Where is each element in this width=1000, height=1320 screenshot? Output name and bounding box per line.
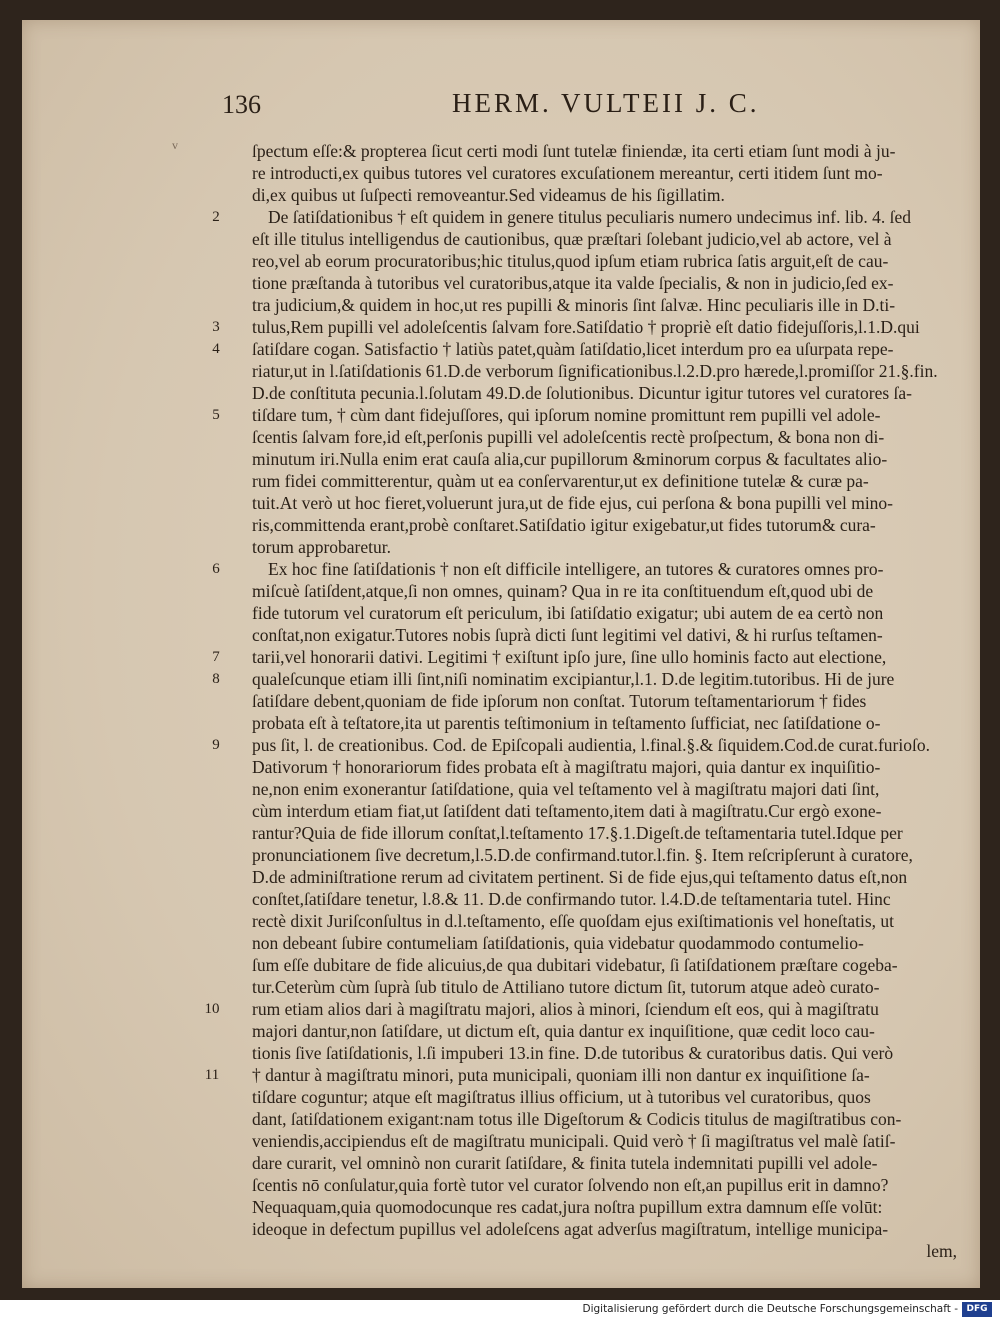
margin-number: 5 <box>212 407 220 423</box>
margin-number: 9 <box>212 737 220 753</box>
text-line: cùm interdum etiam fiat,ut ſatiſdent dati teſtamento,item dati à magiſtratu.Cur ergò exone- <box>252 801 882 821</box>
text-line: Dativorum † honorariorum fides probata eſt à magiſtratu majori, quia dantur ex inquiſitio- <box>252 757 881 777</box>
running-head <box>22 88 980 128</box>
margin-number: 4 <box>212 341 220 357</box>
text-line: rum fidei committerentur, quàm ut ea conſervarentur,ut ex definitione tutelæ & curæ pa- <box>252 471 869 491</box>
text-line: ris,committenda erant,probè conſtaret.Satiſdatio igitur exigebatur,ut fides tutorum& cura- <box>252 515 876 535</box>
text-line: conſtat,non exigatur.Tutores nobis ſuprà dicti ſunt legitimi vel dativi, & hi rurſus teſtamen- <box>252 625 883 645</box>
text-line: De ſatiſdationibus † eſt quidem in genere titulus peculiaris numero undecimus inf. lib. 4. ſed <box>268 207 911 227</box>
stray-mark: v <box>172 138 178 152</box>
text-line: rum etiam alios dari à magiſtratu majori, alios à minori, ſciendum eſt eos, qui à magiſtratu <box>252 999 879 1019</box>
text-line: tarii,vel honorarii dativi. Legitimi † exiſtunt ipſo jure, ſine ullo hominis facto aut electione, <box>252 647 887 667</box>
text-line: di,ex quibus ut ſuſpecti removeantur.Sed videamus de his ſigillatim. <box>252 185 725 205</box>
text-line: D.de adminiſtratione rerum ad civitatem pertinent. Si de fide ejus,qui teſtamento datus eſt,non <box>252 867 908 887</box>
page-number: 136 <box>222 90 261 119</box>
text-line: minutum iri.Nulla enim erat cauſa alia,cur pupillorum &minorum corpus & facultates alio- <box>252 449 888 469</box>
text-line: † dantur à magiſtratu minori, puta municipali, quoniam illi non dantur ex inquiſitione ſa- <box>252 1065 870 1085</box>
text-line: tionis ſive ſatiſdationis, l.ſi impuberi 13.in fine. D.de tutoribus & curatoribus datis. Qui verò <box>252 1043 894 1063</box>
text-line: rectè dixit Juriſconſultus in d.l.teſtamento, eſſe quoſdam ejus exiſtimationis vel honeſtatis, ut <box>252 911 895 931</box>
text-line: probata eſt à teſtatore,ita ut parentis teſtimonium in teſtamento ſufficiat, nec ſatiſdatione o- <box>252 713 881 733</box>
text-line: tra judicium,& quidem in hoc,ut res pupilli & minoris ſint ſalvæ. Hinc peculiaris ille in D.ti- <box>252 295 896 315</box>
text-line: re introducti,ex quibus tutores vel curatores excuſationem mereantur, certi itidem ſunt mo- <box>252 163 883 183</box>
book-page <box>22 20 980 1288</box>
text-line: ſcentis nō conſulatur,quia fortè tutor vel curator ſolvendo non eſt,an pupillus erit in damno? <box>252 1175 889 1195</box>
running-head-title: HERM. VULTEII J. C. <box>452 88 760 118</box>
text-line: tulus,Rem pupilli vel adoleſcentis ſalvam fore.Satiſdatio † propriè eſt datio fidejuſſoris,l.1.D.qui <box>252 317 920 337</box>
text-line: ſum eſſe dubitare de fide alicuius,de qua dubitari videbatur, ſi ſatiſdationem præſtare cogeba- <box>252 955 898 975</box>
text-line: rantur?Quia de fide illorum conſtat,l.teſtamento 17.§.1.Digeſt.de teſtamentaria tutel.Idque per <box>252 823 903 843</box>
dfg-logo: DFG <box>962 1302 992 1317</box>
text-line: ſcentis ſalvam fore,id eſt,perſonis pupilli vel adoleſcentis rectè proſpectum, & bona non di- <box>252 427 885 447</box>
text-line: tiſdare coguntur; atque eſt magiſtratus illius officium, ut à tutoribus vel curatoribus, quos <box>252 1087 871 1107</box>
margin-number: 7 <box>212 649 220 665</box>
text-line: tuit.At verò ut hoc fieret,voluerunt jura,ut de fide ejus, cui perſona & bona pupilli vel mino- <box>252 493 894 513</box>
text-line: Nequaquam,quia quomodocunque res cadat,jura noſtra pupillum extra damnum eſſe volūt: <box>252 1197 883 1217</box>
text-line: tione præſtanda à tutoribus vel curatoribus,atque ita valde ſpecialis, & non in judicio,ſed ex- <box>252 273 894 293</box>
text-line: riatur,ut in l.ſatiſdationis 61.D.de verborum ſignificationibus.l.2.D.pro hærede,l.promiſſor 21.§.fin. <box>252 361 938 381</box>
text-line: fide tutorum vel curatorum eſt periculum, ibi ſatiſdatio exigatur; ubi autem de ea certò non <box>252 603 884 623</box>
text-line: ne,non enim exonerantur ſatiſdatione, quia vel teſtamento vel à magiſtratu majori dati ſint, <box>252 779 880 799</box>
funding-notice: Digitalisierung gefördert durch die Deutsche Forschungsgemeinschaft - <box>582 1303 958 1315</box>
text-line: ſatiſdare cogan. Satisfactio † latiùs patet,quàm ſatiſdatio,licet interdum pro ea uſurpata repe- <box>252 339 894 359</box>
text-line: pus ſit, l. de creationibus. Cod. de Epiſcopali audientia, l.final.§.& ſiquidem.Cod.de curat.furioſo. <box>252 735 930 755</box>
footer-bar <box>0 1300 1000 1320</box>
margin-number: 11 <box>204 1067 220 1083</box>
text-line: Ex hoc fine ſatiſdationis † non eſt difficile intelligere, an tutores & curatores omnes pro- <box>268 559 884 579</box>
text-line: tur.Ceterùm cùm ſuprà ſub titulo de Attiliano tutore dictum ſit, tutorum atque adeò curato- <box>252 977 880 997</box>
text-line: veniendis,accipiendus eſt de magiſtratu municipali. Quid verò † ſi magiſtratus vel malè ſatiſ- <box>252 1131 896 1151</box>
text-line: D.de conſtituta pecunia.l.ſolutam 49.D.de ſolutionibus. Dicuntur igitur tutores vel curatores ſa- <box>252 383 912 403</box>
margin-number: 8 <box>212 671 220 687</box>
margin-number: 6 <box>212 561 220 577</box>
text-line: eſt ille titulus intelligendus de cautionibus, quæ præſtari ſolebant judicio,vel ab actore, vel à <box>252 229 892 249</box>
margin-number: 10 <box>204 1001 220 1017</box>
text-line: miſcuè ſatiſdent,atque,ſi non omnes, quinam? Qua in re ita conſtituendum eſt,quod ubi de <box>252 581 874 601</box>
margin-number: 2 <box>212 209 220 225</box>
text-line: tiſdare tum, † cùm dant fidejuſſores, qui ipſorum nomine promittunt rem pupilli vel adole- <box>252 405 881 425</box>
text-line: reo,vel ab eorum procuratoribus;hic titulus,quod ipſum etiam rubrica ſatis arguit,eſt de cau- <box>252 251 889 271</box>
text-line: ſatiſdare debent,quoniam de fide ipſorum non conſtat. Tutorum teſtamentariorum † fides <box>252 691 867 711</box>
text-line: pronunciationem ſive decretum,l.5.D.de confirmand.tutor.l.fin. §. Item reſcripſerunt à curatore, <box>252 845 913 865</box>
text-line: torum approbaretur. <box>252 537 391 557</box>
text-line: ideoque in defectum pupillus vel adoleſcens agat adverſus magiſtratum, intellige municipa- <box>252 1219 889 1239</box>
text-line: qualeſcunque etiam illi ſint,niſi nominatim excipiantur,l.1. D.de legitim.tutoribus. Hi de jure <box>252 669 895 689</box>
text-line: dant, ſatiſdationem exigant:nam totus ille Digeſtorum & Codicis titulus de magiſtratibus con- <box>252 1109 902 1129</box>
text-line: lem, <box>926 1241 957 1261</box>
text-line: conſtet,ſatiſdare tenetur, l.8.& 11. D.de confirmando tutor. l.4.D.de teſtamentaria tutel. Hinc <box>252 889 891 909</box>
text-line: dare curarit, vel omninò non curarit ſatiſdare, & finita tutela indemnitati pupilli vel adole- <box>252 1153 878 1173</box>
text-line: non debeant ſubire contumeliam ſatiſdationis, quia videbatur quodammodo contumelio- <box>252 933 864 953</box>
text-line: majori dantur,non ſatiſdare, ut dictum eſt, quia dantur ex inquiſitione, quæ cedit loco cau- <box>252 1021 875 1041</box>
margin-number: 3 <box>212 319 220 335</box>
text-line: ſpectum eſſe:& propterea ſicut certi modi ſunt tutelæ finiendæ, ita certi etiam ſunt modi à ju- <box>252 141 896 161</box>
